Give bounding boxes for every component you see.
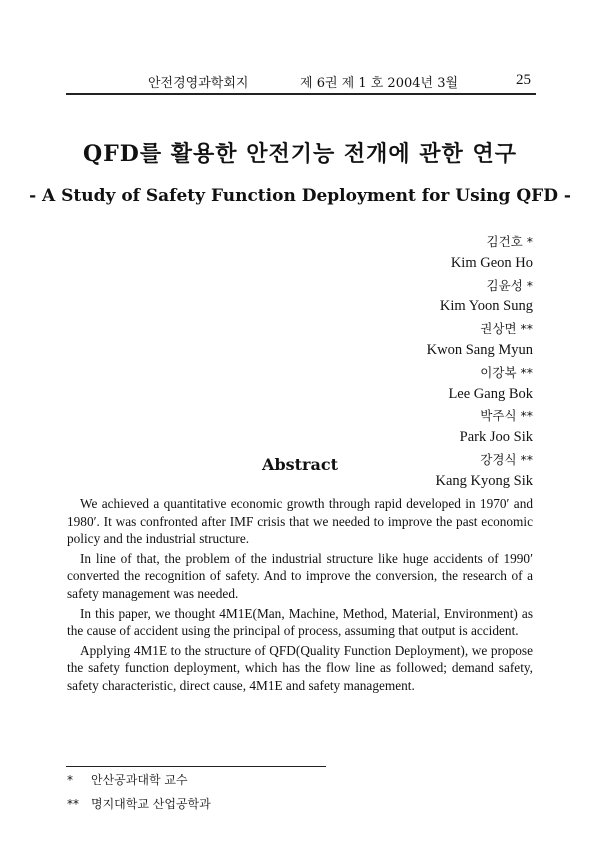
abstract-paragraph: We achieved a quantitative economic growth through rapid developed in 1970′ and 1980′. It was confronted after IMF crisis that we needed to improve the past economic policy and the industrial structure.	[67, 496, 533, 547]
author-english-name: Kwon Sang Myun	[426, 341, 533, 358]
abstract-heading: Abstract	[262, 455, 338, 474]
author-english-name: Kang Kyong Sik	[435, 472, 533, 489]
paper-subtitle: - A Study of Safety Function Deployment for Using QFD -	[29, 186, 571, 206]
issue-info: 제 6권 제 1 호 2004년 3월	[300, 76, 459, 91]
abstract-paragraph: In this paper, we thought 4M1E(Man, Machine, Method, Material, Environment) as the cause of accident using the principal of process, assuming that output is accident.	[67, 605, 533, 639]
footnote	[67, 792, 211, 816]
footnote-mark: *	[67, 773, 73, 787]
author-korean-name: 권상면 **	[480, 321, 533, 337]
page-number: 25	[516, 72, 531, 88]
abstract-paragraph: In line of that, the problem of the industrial structure like huge accidents of 1990′ converted the recognition of safety. And to improve the conversion, the research of a safety management was needed.	[67, 550, 533, 601]
author-korean-name: 김건호 *	[486, 234, 533, 249]
author-english-name: Park Joo Sik	[459, 429, 533, 446]
running-header	[0, 72, 600, 92]
footnote-text: 명지대학교 산업공학과	[91, 797, 211, 811]
abstract-body	[67, 495, 533, 697]
abstract-paragraph: Applying 4M1E to the structure of QFD(Quality Function Deployment), we propose the safety function deployment, which has the flow line as followed; demand safety, safety characteristic, direct cause, 4M1E and safety management.	[67, 642, 533, 693]
author-korean-name: 박주식 **	[480, 408, 533, 424]
author-list	[233, 231, 533, 493]
journal-name: 안전경영과학회지	[148, 76, 249, 91]
paper-title: QFD를 활용한 안전기능 전개에 관한 연구	[83, 141, 517, 167]
footnote-rule	[66, 766, 326, 767]
footnote	[67, 768, 211, 792]
footnote-mark: **	[67, 797, 79, 811]
footnotes	[67, 768, 211, 816]
author-english-name: Lee Gang Bok	[448, 385, 533, 402]
author-english-name: Kim Yoon Sung	[439, 298, 533, 315]
author-korean-name: 강경식 **	[480, 451, 533, 467]
footnote-text: 안산공과대학 교수	[91, 773, 188, 787]
author-english-name: Kim Geon Ho	[450, 254, 533, 271]
header-rule	[66, 93, 536, 95]
author-korean-name: 이강복 **	[480, 364, 533, 380]
author-korean-name: 김윤성 *	[486, 277, 533, 293]
